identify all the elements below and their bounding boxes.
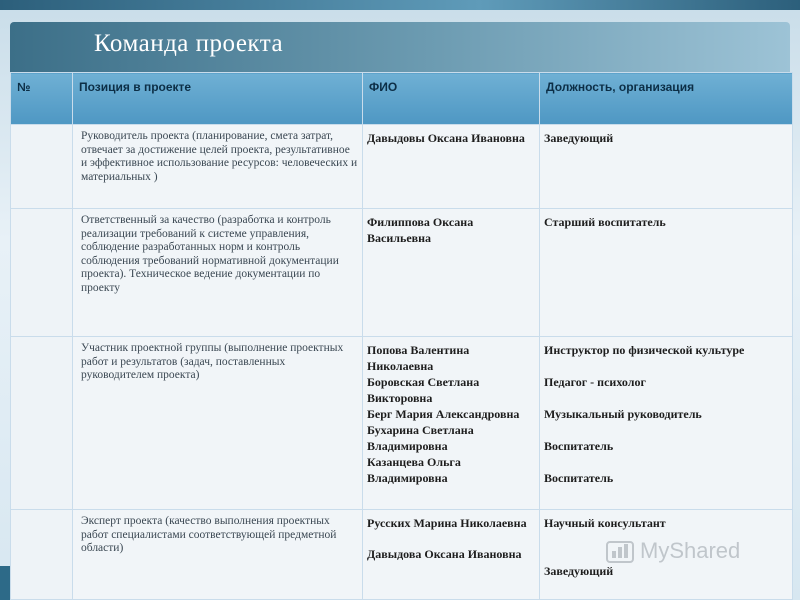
person-name: Русских Марина Николаевна <box>367 516 527 530</box>
job-title: Инструктор по физической культуре <box>544 343 745 357</box>
cell-job <box>540 125 793 209</box>
person-name: Бухарина Светлана Владимировна <box>367 423 474 453</box>
column-header-number: № <box>11 73 73 125</box>
person-name: Попова Валентина Николаевна <box>367 343 470 373</box>
cell-position: Эксперт проекта (качество выполнения проектных работ специалистами соответствующей предметной области) <box>73 510 363 600</box>
table-header-row <box>11 73 793 125</box>
watermark-text: MyShared <box>640 538 741 563</box>
cell-number <box>11 125 73 209</box>
cell-job <box>540 337 793 510</box>
cell-number <box>11 209 73 337</box>
slide-header <box>10 22 790 72</box>
person-name: Боровская Светлана Викторовна <box>367 375 480 405</box>
person-name: Давыдова Оксана Ивановна <box>367 547 522 561</box>
table-row <box>11 125 793 209</box>
cell-fio <box>363 125 540 209</box>
job-title: Воспитатель <box>544 439 614 453</box>
column-header-job: Должность, организация <box>540 73 793 125</box>
person-name: Филиппова Оксана Васильевна <box>367 215 474 245</box>
watermark-logo-icon <box>606 538 636 564</box>
project-team-table <box>10 72 793 600</box>
job-title: Научный консультант <box>544 516 666 530</box>
column-header-fio: ФИО <box>363 73 540 125</box>
slide-title: Команда проекта <box>94 30 284 57</box>
cell-position: Участник проектной группы (выполнение проектных работ и результатов (задач, поставленных руководителем проекта) <box>73 337 363 510</box>
job-title: Старший воспитатель <box>544 215 666 229</box>
watermark <box>606 538 740 564</box>
cell-fio <box>363 510 540 600</box>
cell-fio <box>363 337 540 510</box>
job-title: Заведующий <box>544 131 614 145</box>
top-strip <box>0 0 800 10</box>
job-title: Заведующий <box>544 564 614 578</box>
person-name: Берг Мария Александровна <box>367 407 520 421</box>
person-name: Давыдовы Оксана Ивановна <box>367 131 525 145</box>
table-row <box>11 209 793 337</box>
bottom-accent <box>0 566 10 600</box>
cell-position: Руководитель проекта (планирование, смета затрат, отвечает за достижение целей проекта, результативное и эффективное использование ресурсов: человеческих и материальных ) <box>73 125 363 209</box>
job-title: Музыкальный руководитель <box>544 407 702 421</box>
cell-number <box>11 337 73 510</box>
cell-position: Ответственный за качество (разработка и контроль реализации требований к системе управления, соблюдение разработанных норм и контроль соблюдения требований нормативной документации проекта). Техническое ведение документации по проекту <box>73 209 363 337</box>
cell-job <box>540 209 793 337</box>
cell-number <box>11 510 73 600</box>
cell-fio <box>363 209 540 337</box>
table-row <box>11 337 793 510</box>
person-name: Казанцева Ольга Владимировна <box>367 455 461 485</box>
job-title: Воспитатель <box>544 471 614 485</box>
column-header-position: Позиция в проекте <box>73 73 363 125</box>
job-title: Педагог - психолог <box>544 375 646 389</box>
